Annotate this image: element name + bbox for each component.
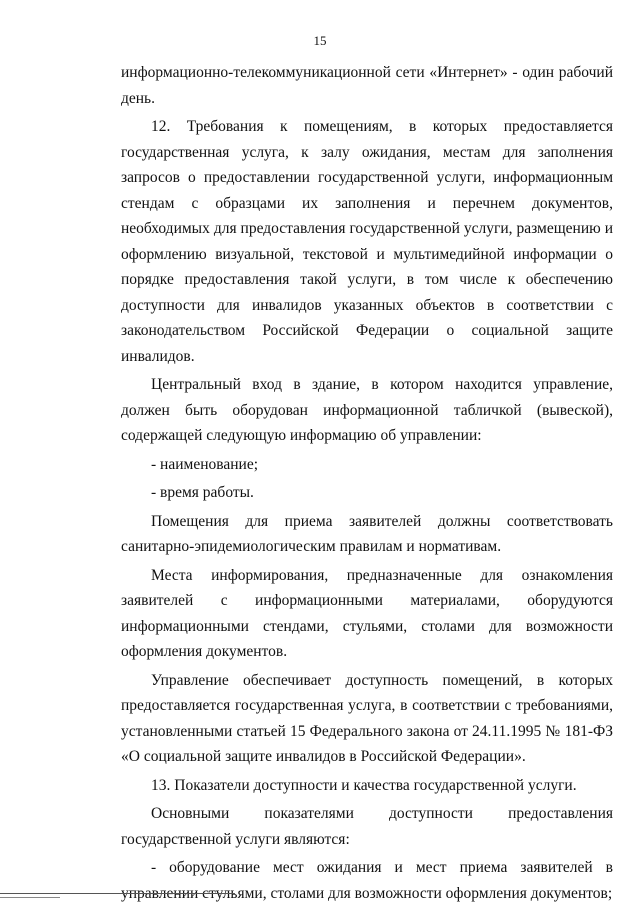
page-number: 15	[313, 33, 327, 48]
list-item-name: - наименование;	[151, 455, 259, 473]
paragraph-entrance-sign: Центральный вход в здание, в котором находится управление, должен быть оборудован информационной табличкой (вывеской), содержащей следующую информацию об управлении:	[121, 376, 613, 444]
document-body	[121, 60, 613, 906]
list-item-hours: - время работы.	[151, 484, 254, 501]
paragraph-section-12: 12. Требования к помещениям, в которых предоставляется государственная услуга, к залу ожидания, местам для заполнения запросов о предоставлении государственной услуги, информационным стендам с образцами их заполнения и перечнем документов, необходимых для предоставления государственной услуги, размещению и оформлению визуальной, текстовой и мультимедийной информации о порядке предоставления такой услуги, в том числе к обеспечению доступности для инвалидов указанных объектов в соответствии с законодательством Российской Федерации о социальной защите инвалидов.	[121, 118, 613, 365]
paragraph-section-13: 13. Показатели доступности и качества государственной услуги.	[151, 776, 577, 794]
page-bottom-rule-short	[0, 897, 60, 898]
page-bottom-rule	[0, 893, 235, 894]
paragraph-accessibility: Управление обеспечивает доступность помещений, в которых предоставляется государственная услуга, в соответствии с требованиями, установленными статьей 15 Федерального закона от 24.11.1995 № 181-ФЗ «О социальной защите инвалидов в Российской Федерации».	[121, 671, 613, 765]
list-item-equipment: - оборудование мест ожидания и мест приема заявителей в управлении стульями, столами для возможности оформления документов;	[121, 859, 613, 902]
paragraph-premises-sanitary: Помещения для приема заявителей должны соответствовать санитарно-эпидемиологическим правилам и нормативам.	[121, 512, 613, 555]
paragraph-continuation: информационно-телекоммуникационной сети «Интернет» - один рабочий день.	[121, 64, 613, 107]
paragraph-main-indicators: Основными показателями доступности предоставления государственной услуги являются:	[121, 805, 613, 848]
paragraph-info-places: Места информирования, предназначенные для ознакомления заявителей с информационными материалами, оборудуются информационными стендами, стульями, столами для возможности оформления документов.	[121, 566, 613, 660]
